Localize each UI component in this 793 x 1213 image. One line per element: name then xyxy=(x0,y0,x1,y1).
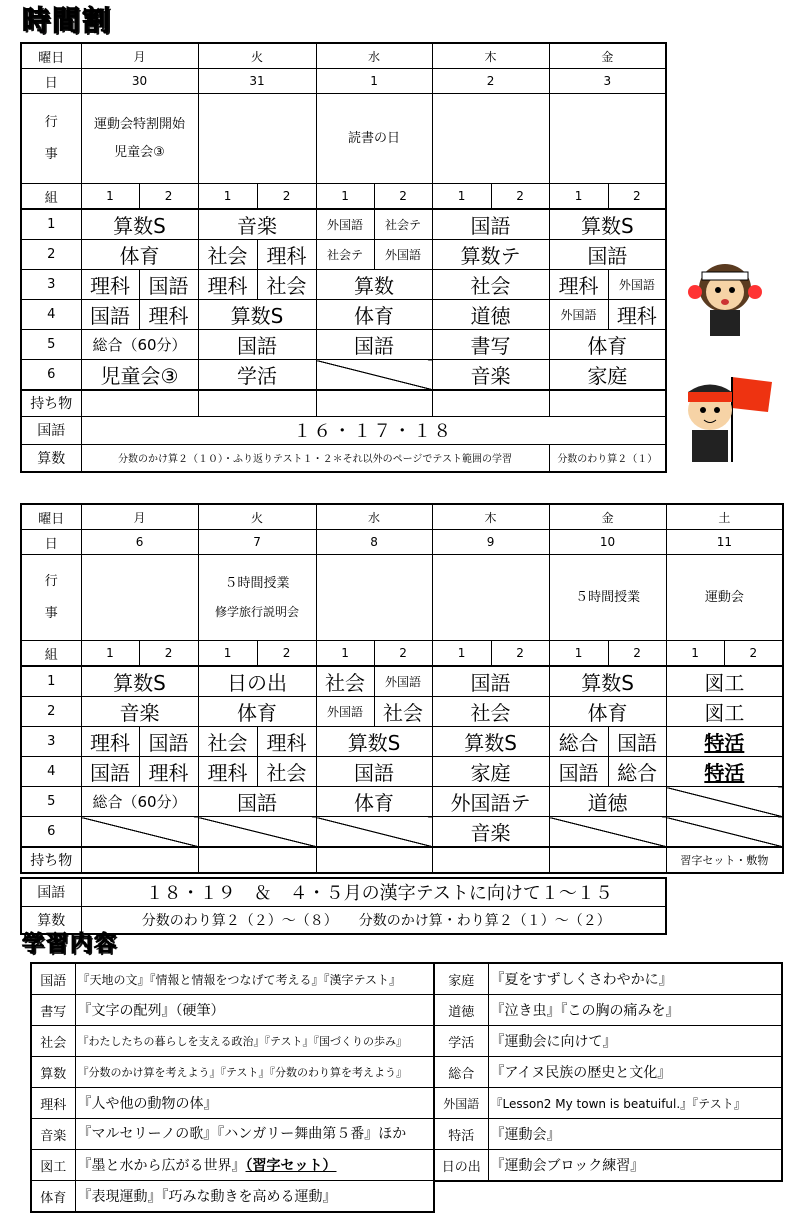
kokugo-plan: １６・１７・１８ xyxy=(81,416,666,444)
lesson-cell: 算数S xyxy=(549,209,666,240)
subject-content: 『運動会』 xyxy=(488,1119,782,1150)
date-thu: 9 xyxy=(432,530,549,555)
sansu-plan: 分数のかけ算２（１０）・ふり返りテスト１・２＊それ以外のページでテスト範囲の学習 xyxy=(81,444,549,472)
group-1: 1 xyxy=(549,184,608,210)
lesson-cell: 理科 xyxy=(257,727,316,757)
group-2: 2 xyxy=(374,184,432,210)
group-1: 1 xyxy=(81,641,139,667)
lesson-cell: 理科 xyxy=(198,270,257,300)
period-label: 1 xyxy=(21,666,81,697)
group-1: 1 xyxy=(549,641,608,667)
empty-slot xyxy=(81,817,198,848)
date-mon: 30 xyxy=(81,69,198,94)
group-1: 1 xyxy=(432,184,491,210)
group-1: 1 xyxy=(432,641,491,667)
day-wed: 水 xyxy=(316,504,432,530)
event-fri: ５時間授業 xyxy=(549,555,666,641)
lesson-cell: 社会テ xyxy=(316,240,374,270)
subject-label: 図工 xyxy=(31,1150,75,1181)
subject-content: 『文字の配列』（硬筆） xyxy=(75,995,434,1026)
subject-label: 総合 xyxy=(434,1057,488,1088)
day-sat: 土 xyxy=(666,504,783,530)
belongings-tue xyxy=(198,390,316,416)
lesson-cell: 音楽 xyxy=(198,209,316,240)
day-wed: 水 xyxy=(316,43,432,69)
subject-content: 『運動会ブロック練習』 xyxy=(488,1150,782,1182)
lesson-cell: 道徳 xyxy=(549,787,666,817)
period-label: 3 xyxy=(21,270,81,300)
day-mon: 月 xyxy=(81,504,198,530)
date-fri: 3 xyxy=(549,69,666,94)
group-2: 2 xyxy=(724,641,783,667)
belongings-label: 持ち物 xyxy=(21,390,81,416)
lesson-cell: 理科 xyxy=(81,270,139,300)
period-label: 6 xyxy=(21,817,81,848)
empty-slot xyxy=(666,817,783,848)
sansu-label: 算数 xyxy=(21,906,81,934)
lesson-cell: 算数S xyxy=(432,727,549,757)
subject-label: 日の出 xyxy=(434,1150,488,1182)
period-label: 5 xyxy=(21,330,81,360)
lesson-cell: 社会 xyxy=(316,666,374,697)
date-tue: 31 xyxy=(198,69,316,94)
lesson-cell: 図工 xyxy=(666,697,783,727)
day-tue: 火 xyxy=(198,504,316,530)
belongings-fri xyxy=(549,390,666,416)
subject-label: 学活 xyxy=(434,1026,488,1057)
kokugo-plan: １８・１９ ＆ ４・５月の漢字テストに向けて１～１５ xyxy=(81,878,666,906)
page-title: 時間割 xyxy=(22,4,113,37)
subject-content: 『人や他の動物の体』 xyxy=(75,1088,434,1119)
period-label: 4 xyxy=(21,300,81,330)
group-2: 2 xyxy=(608,641,666,667)
empty-slot xyxy=(316,360,432,391)
event-thu xyxy=(432,94,549,184)
lesson-cell: 国語 xyxy=(432,209,549,240)
lesson-cell: 算数 xyxy=(316,270,432,300)
empty-slot xyxy=(316,817,432,848)
day-tue: 火 xyxy=(198,43,316,69)
period-label: 6 xyxy=(21,360,81,391)
lesson-cell: 道徳 xyxy=(432,300,549,330)
empty-slot xyxy=(549,817,666,848)
day-label: 曜日 xyxy=(21,504,81,530)
date-tue: 7 xyxy=(198,530,316,555)
lesson-cell: 体育 xyxy=(316,300,432,330)
lesson-cell: 社会 xyxy=(432,697,549,727)
lesson-cell: 算数S xyxy=(316,727,432,757)
event-label: 行 事 xyxy=(21,94,81,184)
empty-slot xyxy=(198,817,316,848)
day-fri: 金 xyxy=(549,43,666,69)
day-fri: 金 xyxy=(549,504,666,530)
lesson-cell: 算数S xyxy=(198,300,316,330)
group-2: 2 xyxy=(257,184,316,210)
lesson-cell: 児童会③ xyxy=(81,360,198,391)
event-mon xyxy=(81,555,198,641)
date-mon: 6 xyxy=(81,530,198,555)
belongings-mon xyxy=(81,847,198,873)
lesson-cell: 理科 xyxy=(257,240,316,270)
subject-label: 外国語 xyxy=(434,1088,488,1119)
subject-label: 体育 xyxy=(31,1181,75,1213)
lesson-cell: 社会 xyxy=(374,697,432,727)
subject-label: 国語 xyxy=(31,963,75,995)
lesson-cell: 総合 xyxy=(549,727,608,757)
event-wed xyxy=(316,555,432,641)
lesson-cell: 体育 xyxy=(198,697,316,727)
lesson-cell: 音楽 xyxy=(432,817,549,848)
lesson-cell: 算数S xyxy=(81,209,198,240)
lesson-cell: 外国語 xyxy=(316,209,374,240)
learning-content-right xyxy=(433,962,783,1182)
subject-content: 『マルセリーノの歌』『ハンガリー舞曲第５番』ほか xyxy=(75,1119,434,1150)
subject-label: 理科 xyxy=(31,1088,75,1119)
lesson-cell: 学活 xyxy=(198,360,316,391)
period-label: 2 xyxy=(21,697,81,727)
period-label: 5 xyxy=(21,787,81,817)
lesson-cell: 理科 xyxy=(549,270,608,300)
group-1: 1 xyxy=(316,641,374,667)
lesson-cell: 国語 xyxy=(549,240,666,270)
lesson-cell: 社会 xyxy=(432,270,549,300)
event-tue: ５時間授業 修学旅行説明会 xyxy=(198,555,316,641)
lesson-cell: 特活 xyxy=(666,757,783,787)
group-label: 組 xyxy=(21,184,81,210)
lesson-cell: 国語 xyxy=(139,270,198,300)
lesson-cell: 家庭 xyxy=(549,360,666,391)
period-label: 2 xyxy=(21,240,81,270)
sansu-label: 算数 xyxy=(21,444,81,472)
belongings-fri xyxy=(549,847,666,873)
learning-content-title: 学習内容 xyxy=(22,932,119,957)
flag-character-illustration xyxy=(672,372,777,467)
lesson-cell: 特活 xyxy=(666,727,783,757)
subject-content: 『アイヌ民族の歴史と文化』 xyxy=(488,1057,782,1088)
period-label: 3 xyxy=(21,727,81,757)
subject-content: 『分数のかけ算を考えよう』『テスト』『分数のわり算を考えよう』 xyxy=(75,1057,434,1088)
lesson-cell: 体育 xyxy=(81,240,198,270)
lesson-cell: 理科 xyxy=(608,300,666,330)
group-label: 組 xyxy=(21,641,81,667)
lesson-cell: 外国語 xyxy=(374,240,432,270)
week2-timetable xyxy=(20,503,784,874)
subject-label: 算数 xyxy=(31,1057,75,1088)
subject-content: 『墨と水から広がる世界』（習字セット） xyxy=(75,1150,434,1181)
group-1: 1 xyxy=(81,184,139,210)
date-label: 日 xyxy=(21,69,81,94)
lesson-cell: 国語 xyxy=(432,666,549,697)
group-1: 1 xyxy=(316,184,374,210)
day-mon: 月 xyxy=(81,43,198,69)
lesson-cell: 社会 xyxy=(257,757,316,787)
week1-timetable xyxy=(20,42,667,473)
group-1: 1 xyxy=(198,641,257,667)
learning-content-left xyxy=(30,962,435,1213)
student-character-illustration xyxy=(680,250,770,340)
subject-label: 道徳 xyxy=(434,995,488,1026)
empty-slot xyxy=(666,787,783,817)
lesson-cell: 理科 xyxy=(81,727,139,757)
lesson-cell: 体育 xyxy=(549,697,666,727)
lesson-cell: 外国語 xyxy=(374,666,432,697)
lesson-cell: 算数テ xyxy=(432,240,549,270)
event-tue xyxy=(198,94,316,184)
belongings-wed xyxy=(316,390,432,416)
lesson-cell: 音楽 xyxy=(81,697,198,727)
lesson-cell: 社会 xyxy=(198,240,257,270)
lesson-cell: 算数S xyxy=(81,666,198,697)
lesson-cell: 国語 xyxy=(139,727,198,757)
subject-content: 『表現運動』『巧みな動きを高める運動』 xyxy=(75,1181,434,1213)
period-label: 4 xyxy=(21,757,81,787)
subject-label: 社会 xyxy=(31,1026,75,1057)
lesson-cell: 理科 xyxy=(139,300,198,330)
lesson-cell: 総合（60分） xyxy=(81,787,198,817)
lesson-cell: 総合 xyxy=(608,757,666,787)
subject-content: 『運動会に向けて』 xyxy=(488,1026,782,1057)
belongings-thu xyxy=(432,847,549,873)
date-wed: 8 xyxy=(316,530,432,555)
group-2: 2 xyxy=(139,184,198,210)
group-2: 2 xyxy=(491,641,549,667)
subject-content: 『Lesson2 My town is beatuiful.』『テスト』 xyxy=(488,1088,782,1119)
date-sat: 11 xyxy=(666,530,783,555)
day-thu: 木 xyxy=(432,504,549,530)
belongings-wed xyxy=(316,847,432,873)
belongings-mon xyxy=(81,390,198,416)
belongings-thu xyxy=(432,390,549,416)
event-fri xyxy=(549,94,666,184)
lesson-cell: 家庭 xyxy=(432,757,549,787)
lesson-cell: 図工 xyxy=(666,666,783,697)
period-label: 1 xyxy=(21,209,81,240)
lesson-cell: 国語 xyxy=(198,330,316,360)
lesson-cell: 外国語 xyxy=(549,300,608,330)
lesson-cell: 国語 xyxy=(316,330,432,360)
group-2: 2 xyxy=(139,641,198,667)
sansu-plan-fri: 分数のわり算２（１） xyxy=(549,444,666,472)
lesson-cell: 外国語テ xyxy=(432,787,549,817)
event-label: 行 事 xyxy=(21,555,81,641)
lesson-cell: 国語 xyxy=(81,300,139,330)
lesson-cell: 日の出 xyxy=(198,666,316,697)
group-1: 1 xyxy=(666,641,724,667)
lesson-cell: 体育 xyxy=(316,787,432,817)
lesson-cell: 書写 xyxy=(432,330,549,360)
lesson-cell: 国語 xyxy=(316,757,432,787)
day-thu: 木 xyxy=(432,43,549,69)
lesson-cell: 国語 xyxy=(81,757,139,787)
lesson-cell: 外国語 xyxy=(316,697,374,727)
kokugo-label: 国語 xyxy=(21,416,81,444)
lesson-cell: 国語 xyxy=(549,757,608,787)
event-wed: 読書の日 xyxy=(316,94,432,184)
date-label: 日 xyxy=(21,530,81,555)
date-fri: 10 xyxy=(549,530,666,555)
sansu-plan: 分数のわり算２（２）～（８） 分数のかけ算・わり算２（１）～（２） xyxy=(81,906,666,934)
subject-content: 『泣き虫』『この胸の痛みを』 xyxy=(488,995,782,1026)
group-2: 2 xyxy=(608,184,666,210)
subject-label: 家庭 xyxy=(434,963,488,995)
date-thu: 2 xyxy=(432,69,549,94)
subject-content: 『夏をすずしくさわやかに』 xyxy=(488,963,782,995)
event-sat: 運動会 xyxy=(666,555,783,641)
belongings-label: 持ち物 xyxy=(21,847,81,873)
week2-plans xyxy=(20,877,667,935)
subject-label: 書写 xyxy=(31,995,75,1026)
lesson-cell: 総合（60分） xyxy=(81,330,198,360)
lesson-cell: 国語 xyxy=(608,727,666,757)
lesson-cell: 国語 xyxy=(198,787,316,817)
lesson-cell: 社会テ xyxy=(374,209,432,240)
subject-content: 『天地の文』『情報と情報をつなげて考える』『漢字テスト』 xyxy=(75,963,434,995)
group-2: 2 xyxy=(491,184,549,210)
kokugo-label: 国語 xyxy=(21,878,81,906)
lesson-cell: 音楽 xyxy=(432,360,549,391)
belongings-sat: 習字セット・敷物 xyxy=(666,847,783,873)
lesson-cell: 社会 xyxy=(257,270,316,300)
subject-label: 音楽 xyxy=(31,1119,75,1150)
event-thu xyxy=(432,555,549,641)
lesson-cell: 算数S xyxy=(549,666,666,697)
group-2: 2 xyxy=(374,641,432,667)
lesson-cell: 体育 xyxy=(549,330,666,360)
lesson-cell: 理科 xyxy=(198,757,257,787)
belongings-tue xyxy=(198,847,316,873)
lesson-cell: 社会 xyxy=(198,727,257,757)
subject-content: 『わたしたちの暮らしを支える政治』『テスト』『国づくりの歩み』 xyxy=(75,1026,434,1057)
date-wed: 1 xyxy=(316,69,432,94)
day-label: 曜日 xyxy=(21,43,81,69)
lesson-cell: 外国語 xyxy=(608,270,666,300)
subject-label: 特活 xyxy=(434,1119,488,1150)
lesson-cell: 理科 xyxy=(139,757,198,787)
group-1: 1 xyxy=(198,184,257,210)
group-2: 2 xyxy=(257,641,316,667)
event-mon: 運動会特割開始 児童会③ xyxy=(81,94,198,184)
